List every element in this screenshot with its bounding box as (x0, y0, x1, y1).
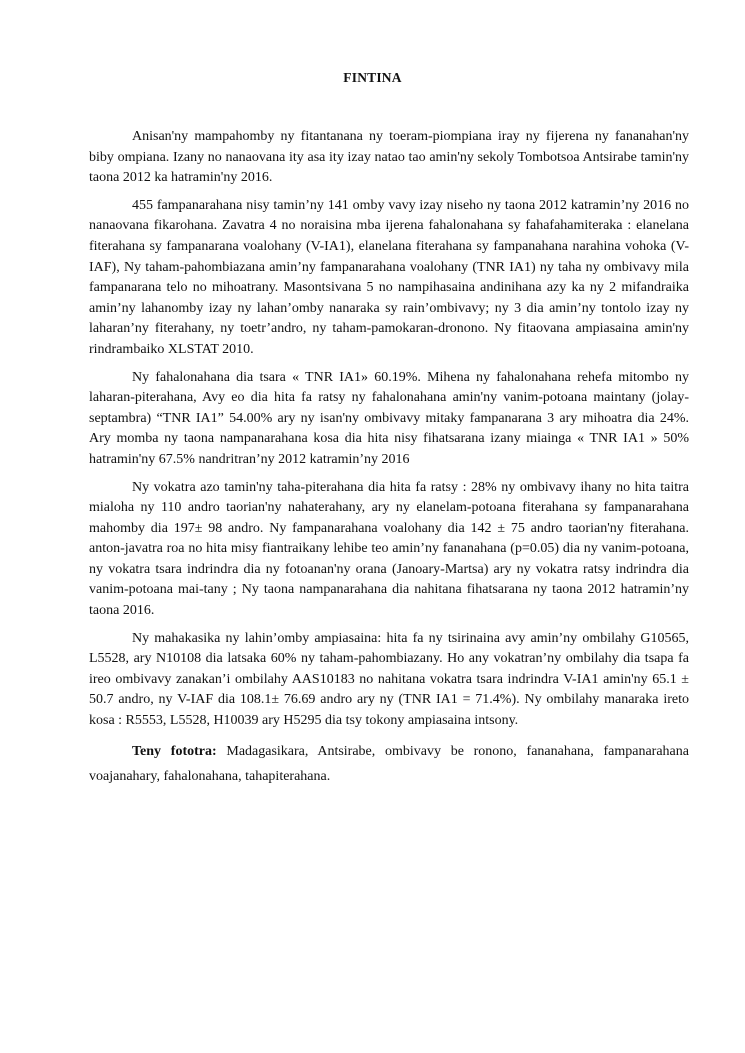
keywords-text: Madagasikara, Antsirabe, ombivavy be ronono, fananahana, fampanarahana voajanahary, fahalonahana, tahapiterahana. (89, 743, 689, 784)
paragraph: 455 fampanarahana nisy tamin’ny 141 omby vavy izay niseho ny taona 2012 katramin’ny 2016 no nanaovana fikarohana. Zavatra 4 no noraisina mba ijerena fahalonahana sy fahafahamiteraka : elanelana fiterahana sy fampanarana voalohany (V-IA1), elanelana fiterahana sy fampanahana narahina vohoka (V-IAF), Ny taham-pahombiazana amin’ny fampanarahana voalohany (TNR IA1) ny taha ny ombivavy mila fampanarana telo no mihoatrany. Masontsivana 5 no nampihasaina andinihana azy ka ny 2 mifandraika amin’ny lahanomby izay ny lahan’omby nanaraka sy rain’ombivavy; ny 3 dia amin’ny tontolo izay ny laharan’ny fiterahany, ny toetr’andro, ny taham-pamokaran-dronono. Ny fitaovana ampiasaina amin'ny rindrambaiko XLSTAT 2010. (89, 197, 689, 357)
page-title: FINTINA (343, 70, 402, 85)
paragraph: Ny fahalonahana dia tsara « TNR IA1» 60.19%. Mihena ny fahalonahana rehefa mitombo ny laharan-piterahana, Avy eo dia hita fa ratsy ny fahalonahana amin'ny vanim-potoana maintany (jolay-septambra) “TNR IA1” 54.00% ary ny isan'ny ombivavy mitaky fampanarana 3 ary mihoatra dia 24%. Ary momba ny taona nampanarahana kosa dia hita nisy fihatsarana izany miainga « TNR IA1 » 50% hatramin'ny 67.5% nandritran’ny 2012 katramin’ny 2016 (89, 369, 689, 467)
paragraph: Anisan'ny mampahomby ny fitantanana ny toeram-piompiana iray ny fijerena ny fananahan'ny biby ompiana. Izany no nanaovana ity asa ity izay natao tao amin'ny sekoly Tombotsoa Antsirabe tamin'ny taona 2012 ka hatramin'ny 2016. (89, 129, 689, 186)
paragraph: Ny vokatra azo tamin'ny taha-piterahana dia hita fa ratsy : 28% ny ombivavy ihany no hita taitra mialoha ny 110 andro taorian'ny nahaterahany, ary ny elanelam-potoana fiterahana sy fampanarahana mahomby dia 197± 98 andro. Ny fampanarahana voalohany dia 142 ± 75 andro taorian'ny fiterahana. anton-javatra roa no hita misy fiantraikany lehibe teo amin’ny fananahana (p=0.05) dia ny vanim-potoana, ny vokatra tsara indrindra dia ny fotoanan'ny orana (Janoary-Martsa) ary ny vokatra ratsy indrindra dia vanim-potoana mai-tany ; Ny taona nampanarahana dia nahitana fihatsarana ny taona 2012 hatramin’ny taona 2016. (89, 479, 689, 619)
paragraph: Ny mahakasika ny lahin’omby ampiasaina: hita fa ny tsirinaina avy amin’ny ombilahy G10565, L5528, ary N10108 dia latsaka 60% ny taham-pahombiazany. Ho any vokatran’ny ombilahy dia tsapa fa ireo ombivavy zanakan’i ombilahy AAS10183 no nahitana vokatra tsara indrindra V-IA1 amin'ny 65.1 ± 50.7 andro, ny V-IAF dia 108.1± 76.69 andro ary ny (TNR IA1 = 71.4%). Ny ombilahy manaraka ireto kosa : R5553, L5528, H10039 ary H5295 dia tsy tokony ampiasaina intsony. (89, 630, 689, 729)
keywords-paragraph (89, 739, 689, 789)
keywords-label: Teny fototra: (132, 743, 217, 759)
abstract-body (89, 127, 689, 796)
